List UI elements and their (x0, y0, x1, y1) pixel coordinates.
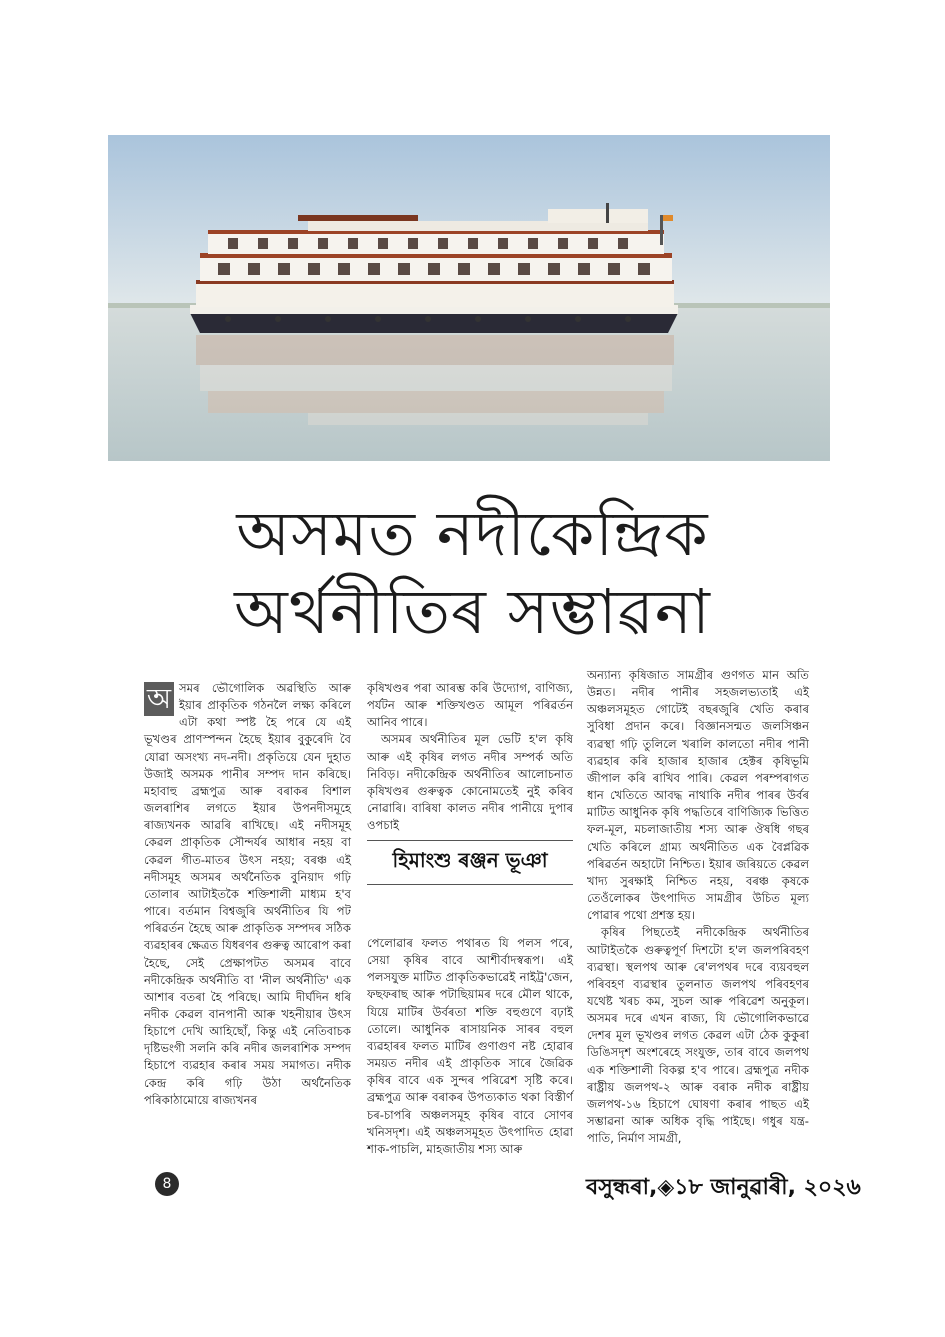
article-column-2-bottom (367, 935, 573, 1158)
paragraph: অন্যান্য কৃষিজাত সামগ্ৰীৰ গুণগত মান অতি উন্নত। নদীৰ পানীৰ সহজলভ্যতাই এই অঞ্চলসমূহত গোটেই বছৰজুৰি খেতি কৰাৰ সুবিধা প্ৰদান কৰে। বিজ্ঞানসন্মত জলসিঞ্চন ব্যৱস্থা গঢ়ি তুলিলে খৰালি কালতো নদীৰ পানী ব্যৱহাৰ কৰি হাজাৰ হাজাৰ হেক্টৰ কৃষিভূমি জীপাল কৰি ৰাখিব পাৰি। কেৱল পৰম্পৰাগত ধান খেতিতে আবদ্ধ নাথাকি নদীৰ পাৰৰ উৰ্বৰ মাটিত আধুনিক কৃষি পদ্ধতিৰে বাণিজ্যিক ভিত্তিত ফল-মূল, মচলাজাতীয় শস্য আৰু ঔষধি গছৰ খেতি কৰিলে গ্ৰাম্য অৰ্থনীতিত এক বৈপ্লৱিক পৰিৱৰ্তন অহাটো নিশ্চিত। ইয়াৰ জৰিয়তে কেৱল খাদ্য সুৰক্ষাই নিশ্চিত নহয়, বৰঞ্চ কৃষকে তেওঁলোকৰ উৎপাদিত সামগ্ৰীৰ উচিত মূল্য পোৱাৰ পথো প্ৰশস্ত হয়। (587, 668, 809, 923)
paragraph: কৃষিৰ পিছতেই নদীকেন্দ্ৰিক অৰ্থনীতিৰ আটাইতকৈ গুৰুত্বপূৰ্ণ দিশটো হ'ল জলপৰিবহণ ব্যৱস্থা। স্থলপথ আৰু ৰে'লপথৰ দৰে ব্যয়বহুল পৰিবহণ ব্যৱস্থাৰ তুলনাত জলপথ পৰিবহণৰ যথেষ্ট খৰচ কম, সুচল আৰু পৰিৱেশ অনুকূল। অসমৰ দৰে এখন ৰাজ্য, যি ভৌগোলিকভাৱে দেশৰ মূল ভূখণ্ডৰ লগত কেৱল এটা ঠেক কুকুৰা ডিঙিসদৃশ অংশৰেহে সংযুক্ত, তাৰ বাবে জলপথ এক শক্তিশালী বিকল্প হ'ব পাৰে। ব্ৰহ্মপুত্ৰ নদীক ৰাষ্ট্ৰীয় জলপথ-২ আৰু বৰাক নদীক ৰাষ্ট্ৰীয় জলপথ-১৬ হিচাপে ঘোষণা কৰাৰ পাছত এই সম্ভাৱনা আৰু অধিক বৃদ্ধি পাইছে। গধুৰ যন্ত্ৰ-পাতি, নিৰ্মাণ সামগ্ৰী, (587, 925, 809, 1146)
page-number: 8 (155, 1172, 179, 1196)
article-title (60, 495, 885, 651)
paragraph: পেলোৱাৰ ফলত পথাৰত যি পলস পৰে, সেয়া কৃষিৰ বাবে আশীৰ্বাদস্বৰূপ। এই পলসযুক্ত মাটিত প্ৰাকৃতিকভাৱেই নাইট্ৰ'জেন, ফছফৰাছ আৰু পটাছিয়ামৰ দৰে মৌল থাকে, যিয়ে মাটিৰ উৰ্বৰতা শক্তি বহুগুণে বঢ়াই তোলে। আধুনিক ৰাসায়নিক সাৰৰ বহুল ব্যৱহাৰৰ ফলত মাটিৰ গুণাগুণ নষ্ট হোৱাৰ সময়ত নদীৰ এই প্ৰাকৃতিক সাৰে জৈৱিক কৃষিৰ বাবে এক সুন্দৰ পৰিৱেশ সৃষ্টি কৰে। ব্ৰহ্মপুত্ৰ আৰু বৰাকৰ উপত্যকাত থকা বিস্তীৰ্ণ চৰ-চাপৰি অঞ্চলসমূহ কৃষিৰ বাবে সোণৰ খনিসদৃশ। এই অঞ্চলসমূহত উৎপাদিত হোৱা শাক-পাচলি, মাহজাতীয় শস্য আৰু (367, 936, 573, 1156)
author-rule-top (367, 840, 573, 841)
paragraph: কৃষিখণ্ডৰ পৰা আৰম্ভ কৰি উদ্যোগ, বাণিজ্য, পৰ্যটন আৰু শক্তিখণ্ডত আমূল পৰিৱৰ্তন আনিব পাৰে। (367, 681, 573, 730)
title-line-2: অৰ্থনীতিৰ সম্ভাৱনা (234, 575, 711, 648)
river-cruise-ship-photo (108, 135, 830, 461)
title-line-1: অসমত নদীকেন্দ্ৰিক (236, 497, 709, 570)
drop-cap: অ (144, 682, 174, 716)
author-rule-bottom (367, 884, 573, 885)
article-column-3 (587, 667, 809, 1147)
paragraph: সমৰ ভৌগোলিক অৱস্থিতি আৰু ইয়াৰ প্ৰাকৃতিক গঠনলৈ লক্ষ্য কৰিলে এটা কথা স্পষ্ট হৈ পৰে যে এই ভূখণ্ডৰ প্ৰাণস্পন্দন হৈছে ইয়াৰ বুকুৰেদি বৈ যোৱা অসংখ্য নদ-নদী। প্ৰকৃতিয়ে যেন দুহাত উজাই অসমক পানীৰ সম্পদ দান কৰিছে। মহাবাহু ব্ৰহ্মপুত্ৰ আৰু বৰাকৰ বিশাল জলৰাশিৰ লগতে ইয়াৰ উপনদীসমূহে ৰাজ্যখনক আৱৰি ৰাখিছে। এই নদীসমূহ কেৱল প্ৰাকৃতিক সৌন্দৰ্যৰ আধাৰ নহয় বা কেৱল গীত-মাতৰ উৎস নহয়; বৰঞ্চ এই নদীসমূহ অসমৰ অৰ্থনৈতিক বুনিয়াদ গঢ়ি তোলাৰ আটাইতকৈ শক্তিশালী মাধ্যম হ'ব পাৰে। বৰ্তমান বিশ্বজুৰি অৰ্থনীতিৰ যি পট পৰিৱৰ্তন হৈছে আৰু প্ৰাকৃতিক সম্পদৰ সঠিক ব্যৱহাৰৰ ক্ষেত্ৰত যিধৰণৰ গুৰুত্ব আৰোপ কৰা হৈছে, সেই প্ৰেক্ষাপটত অসমৰ বাবে নদীকেন্দ্ৰিক অৰ্থনীতি বা 'নীল অৰ্থনীতি' এক আশাৰ বতৰা হৈ পৰিছে। আমি দীৰ্ঘদিন ধৰি নদীক কেৱল বানপানী আৰু খহনীয়াৰ উৎস হিচাপে দেখি আহিছোঁ, কিন্তু এই নেতিবাচক দৃষ্টিভংগী সলনি কৰি নদীৰ জলৰাশিক সম্পদ হিচাপে ব্যৱহাৰ কৰাৰ সময় সমাগত। নদীক কেন্দ্ৰ কৰি গঢ়ি উঠা অৰ্থনৈতিক পৰিকাঠামোয়ে ৰাজ্যখনৰ (144, 681, 351, 1107)
author-byline: হিমাংশু ৰঞ্জন ভূঞা (392, 848, 548, 872)
article-column-2-top (367, 680, 573, 834)
paragraph: অসমৰ অৰ্থনীতিৰ মূল ভেটি হ'ল কৃষি আৰু এই কৃষিৰ লগত নদীৰ সম্পৰ্ক অতি নিবিড়। নদীকেন্দ্ৰিক অৰ্থনীতিৰ আলোচনাত কৃষিখণ্ডৰ গুৰুত্বক কোনোমতেই নুই কৰিব নোৱাৰি। বাৰিষা কালত নদীৰ পানীয়ে দুপাৰ ওপচাই (367, 732, 573, 833)
publication-footer: বসুন্ধৰা,◈১৮ জানুৱাৰী, ২০২৬ (586, 1175, 861, 1200)
article-column-1 (144, 680, 351, 1109)
